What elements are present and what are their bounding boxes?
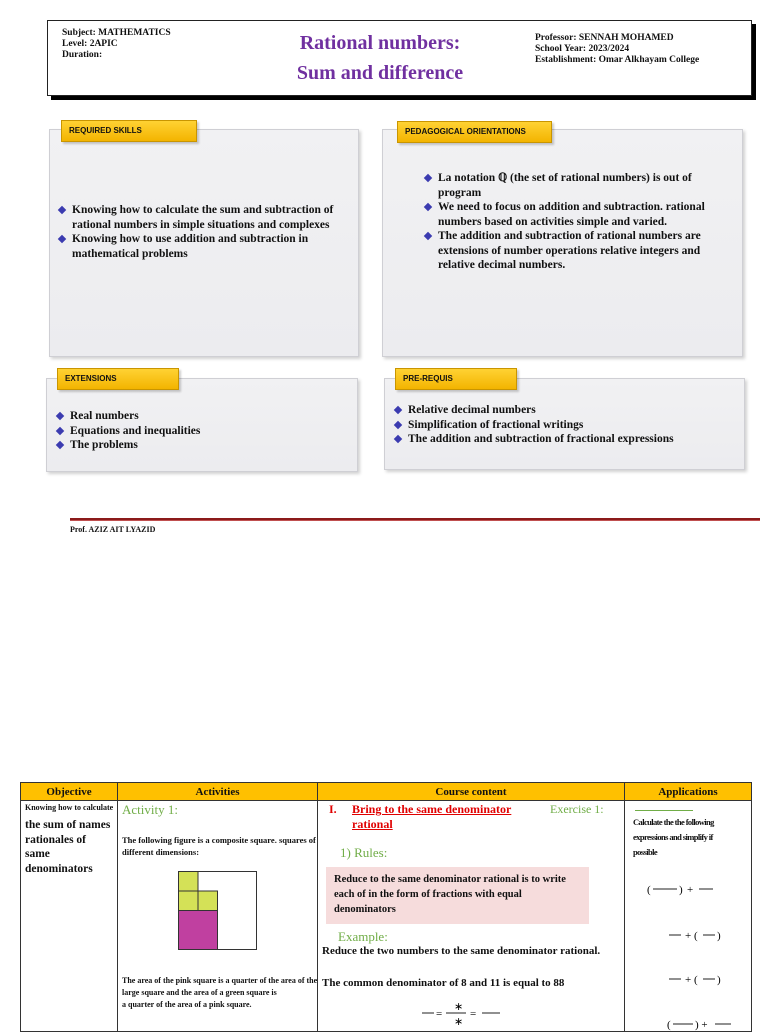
rule-box: Reduce to the same denominator rational is to write each of in the form of fractions with equal denominators [326,867,589,924]
svg-text:+ (: + ( [685,930,698,942]
list-item: The addition and subtraction of fractional expressions [393,432,738,447]
application-expressions-figure [645,875,745,1035]
title-line-2: Sum and difference [296,62,464,84]
bullet-diamond-icon [56,412,64,420]
required-skills-list [57,203,353,261]
prerequis-tag: PRE-REQUIS [395,368,517,390]
bullet-diamond-icon [56,441,64,449]
school-year-label: School Year: 2023/2024 [535,44,630,54]
col-header-applications: Applications [625,783,752,801]
extensions-panel [46,378,358,472]
pedagogical-orientations-panel [382,129,743,357]
section-number: I. [329,802,337,816]
col-header-activities: Activities [118,783,318,801]
bullet-diamond-icon [58,235,66,243]
col-header-objective: Objective [21,783,118,801]
list-item: Equations and inequalities [55,424,345,439]
rules-title: 1) Rules: [340,845,388,860]
title-line-1: Rational numbers: [299,32,461,54]
bullet-diamond-icon [56,426,64,434]
subject-label: Subject: MATHEMATICS [62,28,171,38]
example-title: Example: [338,929,388,944]
bullet-diamond-icon [394,435,402,443]
svg-text:+: + [687,884,694,896]
svg-text:) +: ) + [695,1019,708,1031]
extensions-tag: EXTENSIONS [57,368,179,390]
bullet-diamond-icon [424,203,432,211]
list-item: Real numbers [55,409,345,424]
list-item: The problems [55,438,345,453]
list-item: Knowing how to use addition and subtraction in mathematical problems [57,232,353,261]
pedagogical-orientations-tag: PEDAGOGICAL ORIENTATIONS [397,121,552,143]
footer-divider [70,518,760,520]
header-course-info [62,28,171,61]
svg-text:∗: ∗ [454,1001,464,1013]
col-header-course-content: Course content [318,783,625,801]
duration-label: Duration: [62,50,103,60]
example-text: Reduce the two numbers to the same denominator rational. [322,945,601,957]
establishment-label: Establishment: Omar Alkhayam College [535,55,700,65]
list-item: The addition and subtraction of rational numbers are extensions of number operations relative integers and relative decimal numbers. [423,229,728,273]
objective-line-1: Knowing how to calculate [25,803,114,812]
applications-divider [635,810,693,811]
objective-line-2: the sum of names rationales of same denominators [25,819,111,875]
svg-text:): ) [717,930,721,942]
prerequis-panel [384,378,745,470]
fraction-equation-figure [418,991,508,1031]
svg-text:∗: ∗ [454,1016,464,1028]
common-denominator-text: The common denominator of 8 and 11 is equal to 88 [322,977,565,989]
svg-text:=: = [436,1008,443,1020]
bullet-diamond-icon [424,232,432,240]
extensions-list [55,409,345,453]
section-title: Bring to the same denominator rational [352,802,512,831]
professor-label: Professor: SENNAH MOHAMED [535,33,674,43]
footer-author: Prof. AZIZ AIT LYAZID [70,525,156,534]
composite-square-figure [178,871,258,951]
bullet-diamond-icon [394,406,402,414]
page-title [270,28,490,88]
list-item: Relative decimal numbers [393,403,738,418]
level-label: Level: 2APIC [62,39,118,49]
list-item: We need to focus on addition and subtraction. rational numbers based on activities simple and varied. [423,200,728,229]
table-row [21,801,752,1032]
svg-text:(: ( [647,884,651,896]
header-teacher-info [535,33,699,66]
lesson-table [20,782,752,1032]
activity-intro: The following figure is a composite square. squares of different dimensions: [122,835,316,857]
list-item: Knowing how to calculate the sum and subtraction of rational numbers in simple situations and complexes [57,203,353,232]
required-skills-panel [49,129,359,357]
activities-cell [118,801,318,1032]
svg-text:+ (: + ( [685,974,698,986]
applications-cell [625,801,752,1032]
svg-text:): ) [717,974,721,986]
svg-text:(: ( [667,1019,671,1031]
list-item: Simplification of fractional writings [393,418,738,433]
activity-text: The area of the pink square is a quarter of the area of the large square and the area of a green square is a quarter of the area of a pink square. [122,976,318,1009]
list-item: La notation ℚ (the set of rational numbers) is out of program [423,171,728,200]
exercise-label: Exercise 1: [550,802,604,816]
course-content-cell [318,801,625,1032]
activity-title: Activity 1: [122,802,178,817]
bullet-diamond-icon [424,174,432,182]
pedagogical-orientations-list [423,171,728,273]
prerequis-list [393,403,738,447]
bullet-diamond-icon [58,206,66,214]
required-skills-tag: REQUIRED SKILLS [61,120,197,142]
svg-text:=: = [470,1008,477,1020]
svg-text:): ) [679,884,683,896]
applications-text: Calculate the the following expressions and simplify if possible [633,817,714,857]
table-header-row [21,783,752,801]
bullet-diamond-icon [394,420,402,428]
objective-cell [21,801,118,1032]
